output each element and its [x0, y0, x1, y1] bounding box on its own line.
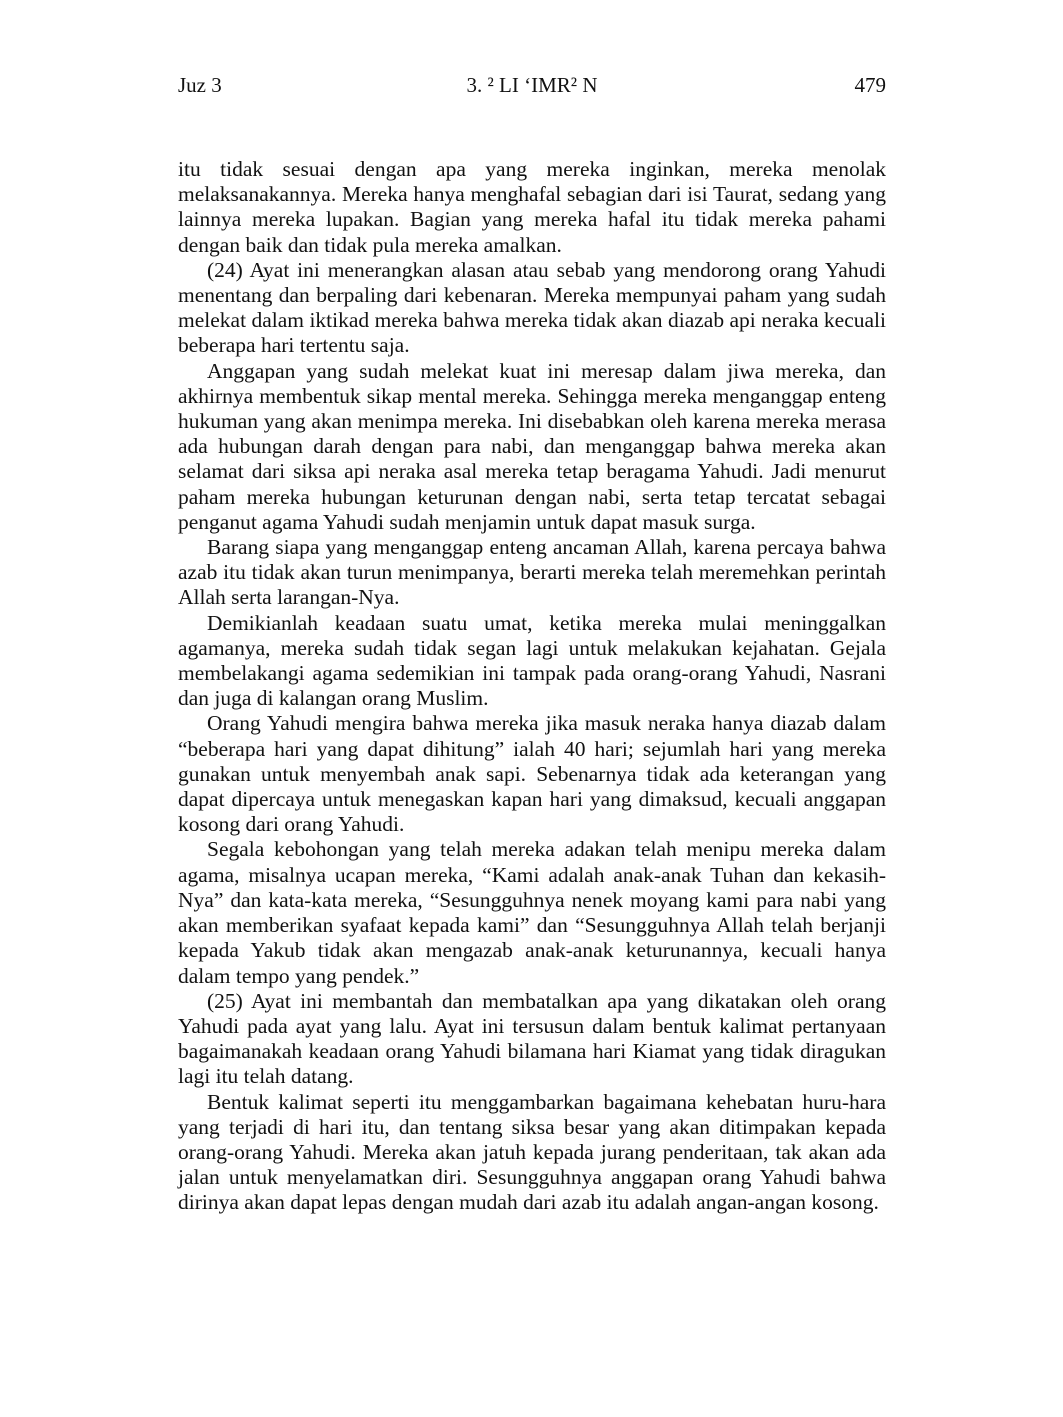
surah-title: 3. ² LI ‘IMR² N — [466, 73, 598, 97]
running-header — [178, 70, 886, 100]
paragraph: (24) Ayat ini menerangkan alasan atau sebab yang mendorong orang Yahudi menentang dan berpaling dari kebenaran. Mereka mempunyai paham yang sudah melekat dalam iktikad mereka bahwa mereka tidak akan diazab api neraka kecuali beberapa hari tertentu saja. — [178, 257, 886, 358]
paragraph: Demikianlah keadaan suatu umat, ketika mereka mulai meninggalkan agamanya, mereka sudah tidak segan lagi untuk melakukan kejahatan. Gejala membelakangi agama sedemikian ini tampak pada orang-orang Yahudi, Nasrani dan juga di kalangan orang Muslim. — [178, 610, 886, 711]
juz-label: Juz 3 — [178, 73, 222, 97]
paragraph: itu tidak sesuai dengan apa yang mereka inginkan, mereka menolak melaksanakannya. Mereka hanya menghafal sebagian dari isi Taurat, sedang yang lainnya mereka lupakan. Bagian yang mereka hafal itu tidak mereka pahami dengan baik dan tidak pula mereka amalkan. — [178, 157, 886, 257]
paragraph: Bentuk kalimat seperti itu menggambarkan bagaimana kehebatan huru-hara yang terjadi di hari itu, dan tentang siksa besar yang akan ditimpakan kepada orang-orang Yahudi. Mereka akan jatuh kepada jurang penderitaan, tak akan ada jalan untuk menyelamatkan diri. Sesungguhnya anggapan orang Yahudi bahwa dirinya akan dapat lepas dengan mudah dari azab itu adalah angan-angan kosong. — [178, 1089, 886, 1215]
paragraph: Anggapan yang sudah melekat kuat ini meresap dalam jiwa mereka, dan akhirnya membentuk sikap mental mereka. Sehingga mereka menganggap enteng hukuman yang akan menimpa mereka. Ini disebabkan oleh karena mereka merasa ada hubungan darah dengan para nabi, dan menganggap bahwa mereka akan selamat dari siksa api neraka asal mereka tetap beragama Yahudi. Jadi menurut paham mereka hubungan keturunan dengan nabi, serta tetap tercatat sebagai penganut agama Yahudi sudah menjamin untuk dapat masuk surga. — [178, 358, 886, 534]
body-text — [178, 157, 886, 1216]
paragraph: Segala kebohongan yang telah mereka adakan telah menipu mereka dalam agama, misalnya ucapan mereka, “Kami adalah anak-anak Tuhan dan kekasih-Nya” dan kata-kata mereka, “Sesungguhnya nenek moyang kami para nabi yang akan memberikan syafaat kepada kami” dan “Sesungguhnya Allah telah berjanji kepada Yakub tidak akan mengazab anak-anak keturunannya, kecuali hanya dalam tempo yang pendek.” — [178, 837, 886, 988]
paragraph: Barang siapa yang menganggap enteng ancaman Allah, karena percaya bahwa azab itu tidak akan turun menimpanya, berarti mereka telah meremehkan perintah Allah serta larangan-Nya. — [178, 535, 886, 610]
page-number: 479 — [854, 73, 886, 97]
paragraph: (25) Ayat ini membantah dan membatalkan apa yang dikatakan oleh orang Yahudi pada ayat yang lalu. Ayat ini tersusun dalam bentuk kalimat pertanyaan bagaimanakah keadaan orang Yahudi bilamana hari Kiamat yang tidak diragukan lagi itu telah datang. — [178, 988, 886, 1089]
paragraph: Orang Yahudi mengira bahwa mereka jika masuk neraka hanya diazab dalam “beberapa hari yang dapat dihitung” ialah 40 hari; sejumlah hari yang mereka gunakan untuk menyembah anak sapi. Sebenarnya tidak ada keterangan yang dapat dipercaya untuk menegaskan kapan hari yang dimaksud, kecuali anggapan kosong dari orang Yahudi. — [178, 711, 886, 837]
